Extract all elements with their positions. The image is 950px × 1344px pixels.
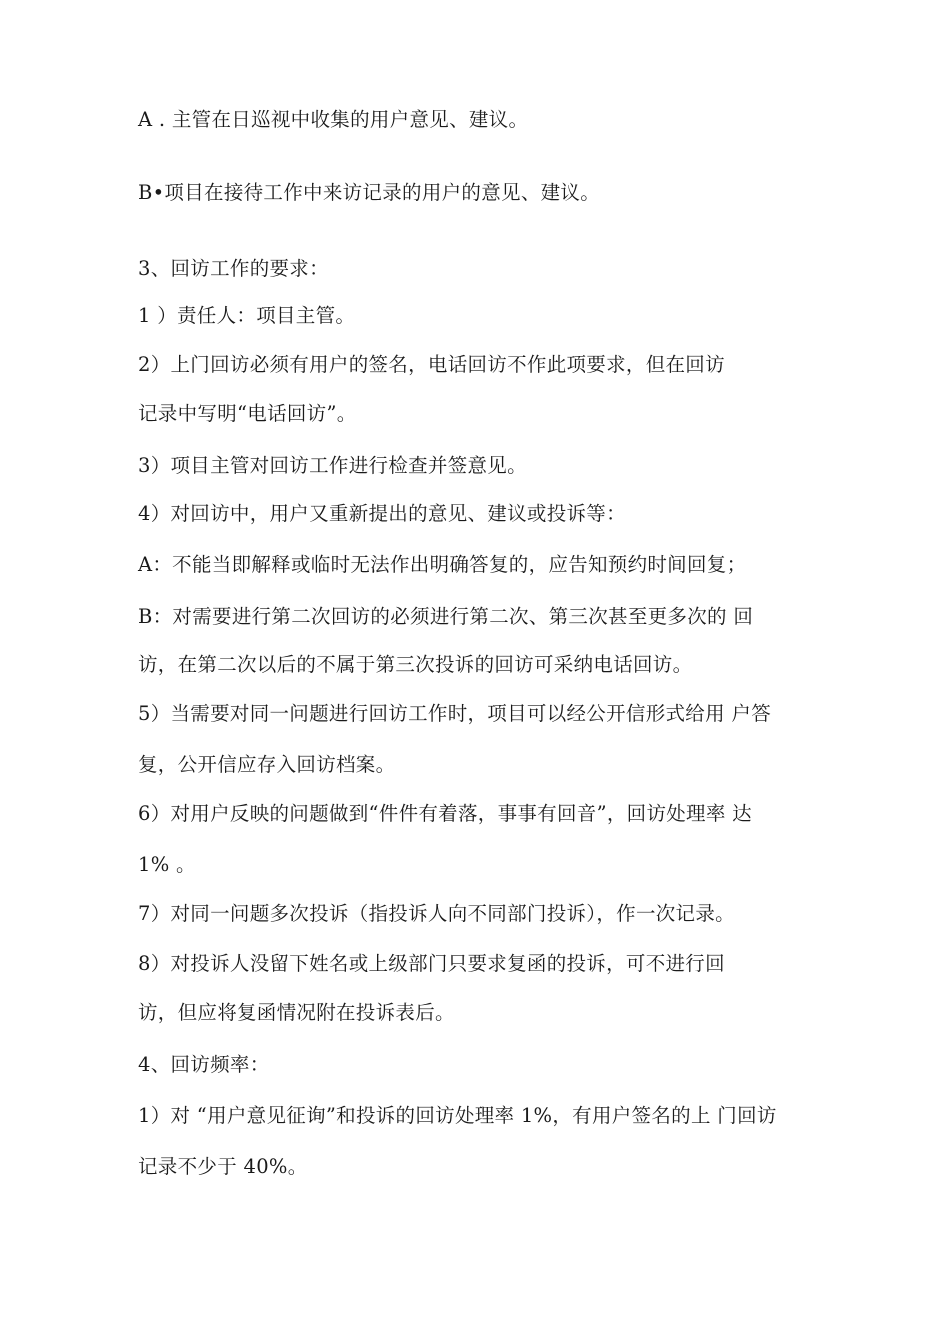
paragraph-line: B：对需要进行第二次回访的必须进行第二次、第三次甚至更多次的 回	[138, 605, 754, 628]
paragraph-line: 访，但应将复函情况附在投诉表后。	[138, 1001, 455, 1024]
paragraph-line: 8）对投诉人没留下姓名或上级部门只要求复函的投诉，可不进行回	[138, 952, 725, 975]
paragraph-line: 复，公开信应存入回访档案。	[138, 753, 396, 776]
paragraph-line: 6）对用户反映的问题做到“件件有着落，事事有回音”，回访处理率 达	[138, 802, 752, 825]
paragraph-line: A：不能当即解释或临时无法作出明确答复的，应告知预约时间回复；	[138, 553, 747, 576]
paragraph-line: 3）项目主管对回访工作进行检查并签意见。	[138, 454, 527, 477]
paragraph-line: 记录中写明“电话回访”。	[138, 402, 357, 425]
paragraph-line: 记录不少于 40%。	[138, 1155, 308, 1178]
paragraph-line: 5）当需要对同一问题进行回访工作时，项目可以经公开信形式给用 户答	[138, 702, 772, 725]
section-heading: 3、回访工作的要求：	[138, 257, 329, 280]
section-heading: 4、回访频率：	[138, 1053, 270, 1076]
paragraph-line: 1% 。	[138, 853, 196, 876]
paragraph-line: 7）对同一问题多次投诉（指投诉人向不同部门投诉），作一次记录。	[138, 902, 735, 925]
paragraph-line: 访，在第二次以后的不属于第三次投诉的回访可采纳电话回访。	[138, 653, 693, 676]
paragraph-line: B•项目在接待工作中来访记录的用户的意见、建议。	[138, 181, 601, 204]
paragraph-line: 4）对回访中，用户又重新提出的意见、建议或投诉等：	[138, 502, 626, 525]
paragraph-line: A . 主管在日巡视中收集的用户意见、建议。	[138, 108, 529, 131]
paragraph-line: 1 ）责任人：项目主管。	[138, 304, 356, 327]
paragraph-line: 1）对 “用户意见征询”和投诉的回访处理率 1%，有用户签名的上 门回访	[138, 1104, 777, 1127]
paragraph-line: 2）上门回访必须有用户的签名，电话回访不作此项要求，但在回访	[138, 353, 725, 376]
